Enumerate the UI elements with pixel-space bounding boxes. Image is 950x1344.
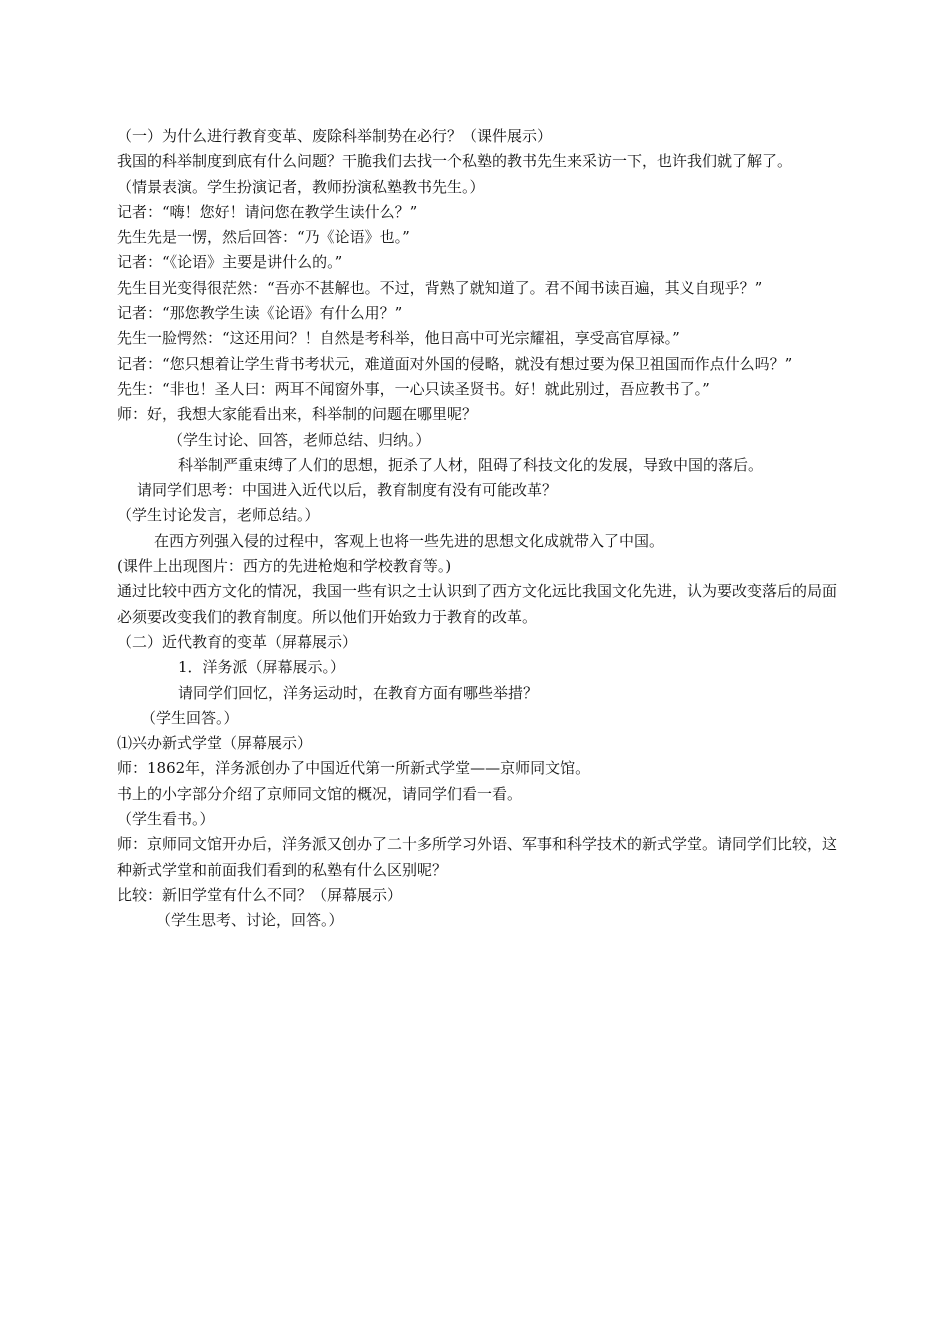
document-body [117, 124, 839, 934]
dialogue-line: 记者：“那您教学生读《论语》有什么用？” [117, 304, 403, 323]
summary-paragraph: 科举制严重束缚了人们的思想，扼杀了人材，阻碍了科技文化的发展，导致中国的落后。 [178, 455, 764, 474]
section-heading-1: （一）为什么进行教育变革、废除科举制势在必行？（课件展示） [117, 127, 553, 145]
dialogue-line: 先生目光变得很茫然：“吾亦不甚解也。不过，背熟了就知道了。君不闻书读百遍，其义自现乎？” [117, 278, 763, 297]
teacher-statement: 师：1862年，洋务派创办了中国近代第一所新式学堂——京师同文馆。 [117, 759, 591, 778]
dialogue-line: 先生：“非也！圣人曰：两耳不闻窗外事，一心只读圣贤书。好！就此别过，吾应教书了。” [117, 379, 710, 398]
paragraph-intro: 我国的科举制度到底有什么问题？干脆我们去找一个私塾的教书先生来采访一下，也许我们就了解了。 [117, 152, 793, 171]
stage-direction: （情景表演。学生扮演记者，教师扮演私塾教书先生。） [117, 177, 485, 196]
stage-direction: （学生讨论发言，老师总结。） [117, 506, 320, 525]
dialogue-line: 记者：“嗨！您好！请问您在教学生读什么？” [117, 202, 418, 221]
stage-direction: （学生回答。） [141, 708, 239, 727]
stage-direction: （学生思考、讨论，回答。） [156, 911, 344, 930]
subsection-heading: 1．洋务派（屏幕展示。） [178, 658, 346, 677]
stage-direction: （学生看书。） [117, 810, 215, 829]
teacher-question: 师：好，我想大家能看出来，科举制的问题在哪里呢？ [117, 405, 478, 424]
teacher-statement: 师：京师同文馆开办后，洋务派又创办了二十多所学习外语、军事和科学技术的新式学堂。请同学们比较，这种新式学堂和前面我们看到的私塾有什么区别呢？ [117, 835, 838, 879]
dialogue-line: 记者：“您只想着让学生背书考状元，难道面对外国的侵略，就没有想过要为保卫祖国而作点什么吗？” [117, 354, 793, 373]
teacher-question: 请同学们思考：中国进入近代以后，教育制度有没有可能改革？ [137, 481, 558, 500]
paragraph: 通过比较中西方文化的情况，我国一些有识之士认识到了西方文化远比我国文化先进，认为要改变落后的局面必须要改变我们的教育制度。所以他们开始致力于教育的改革。 [117, 582, 838, 626]
courseware-note: (课件上出现图片：西方的先进枪炮和学校教育等。) [117, 557, 452, 576]
stage-direction: （学生讨论、回答，老师总结、归纳。） [168, 430, 431, 449]
section-heading-2: （二）近代教育的变革（屏幕展示） [117, 632, 358, 651]
comparison-prompt: 比较：新旧学堂有什么不同？（屏幕展示） [117, 885, 403, 904]
dialogue-line: 记者：“《论语》主要是讲什么的。” [117, 253, 343, 272]
subsection-heading: ⑴兴办新式学堂（屏幕展示） [117, 734, 313, 753]
dialogue-line: 先生先是一愣，然后回答：“乃《论语》也。” [117, 228, 410, 247]
paragraph: 书上的小字部分介绍了京师同文馆的概况，请同学们看一看。 [117, 784, 523, 803]
dialogue-line: 先生一脸愕然：“这还用问？！自然是考科举，他日高中可光宗耀祖，享受高官厚禄。” [117, 329, 680, 348]
teacher-question: 请同学们回忆，洋务运动时，在教育方面有哪些举措？ [178, 683, 539, 702]
paragraph: 在西方列强入侵的过程中，客观上也将一些先进的思想文化成就带入了中国。 [154, 531, 665, 550]
